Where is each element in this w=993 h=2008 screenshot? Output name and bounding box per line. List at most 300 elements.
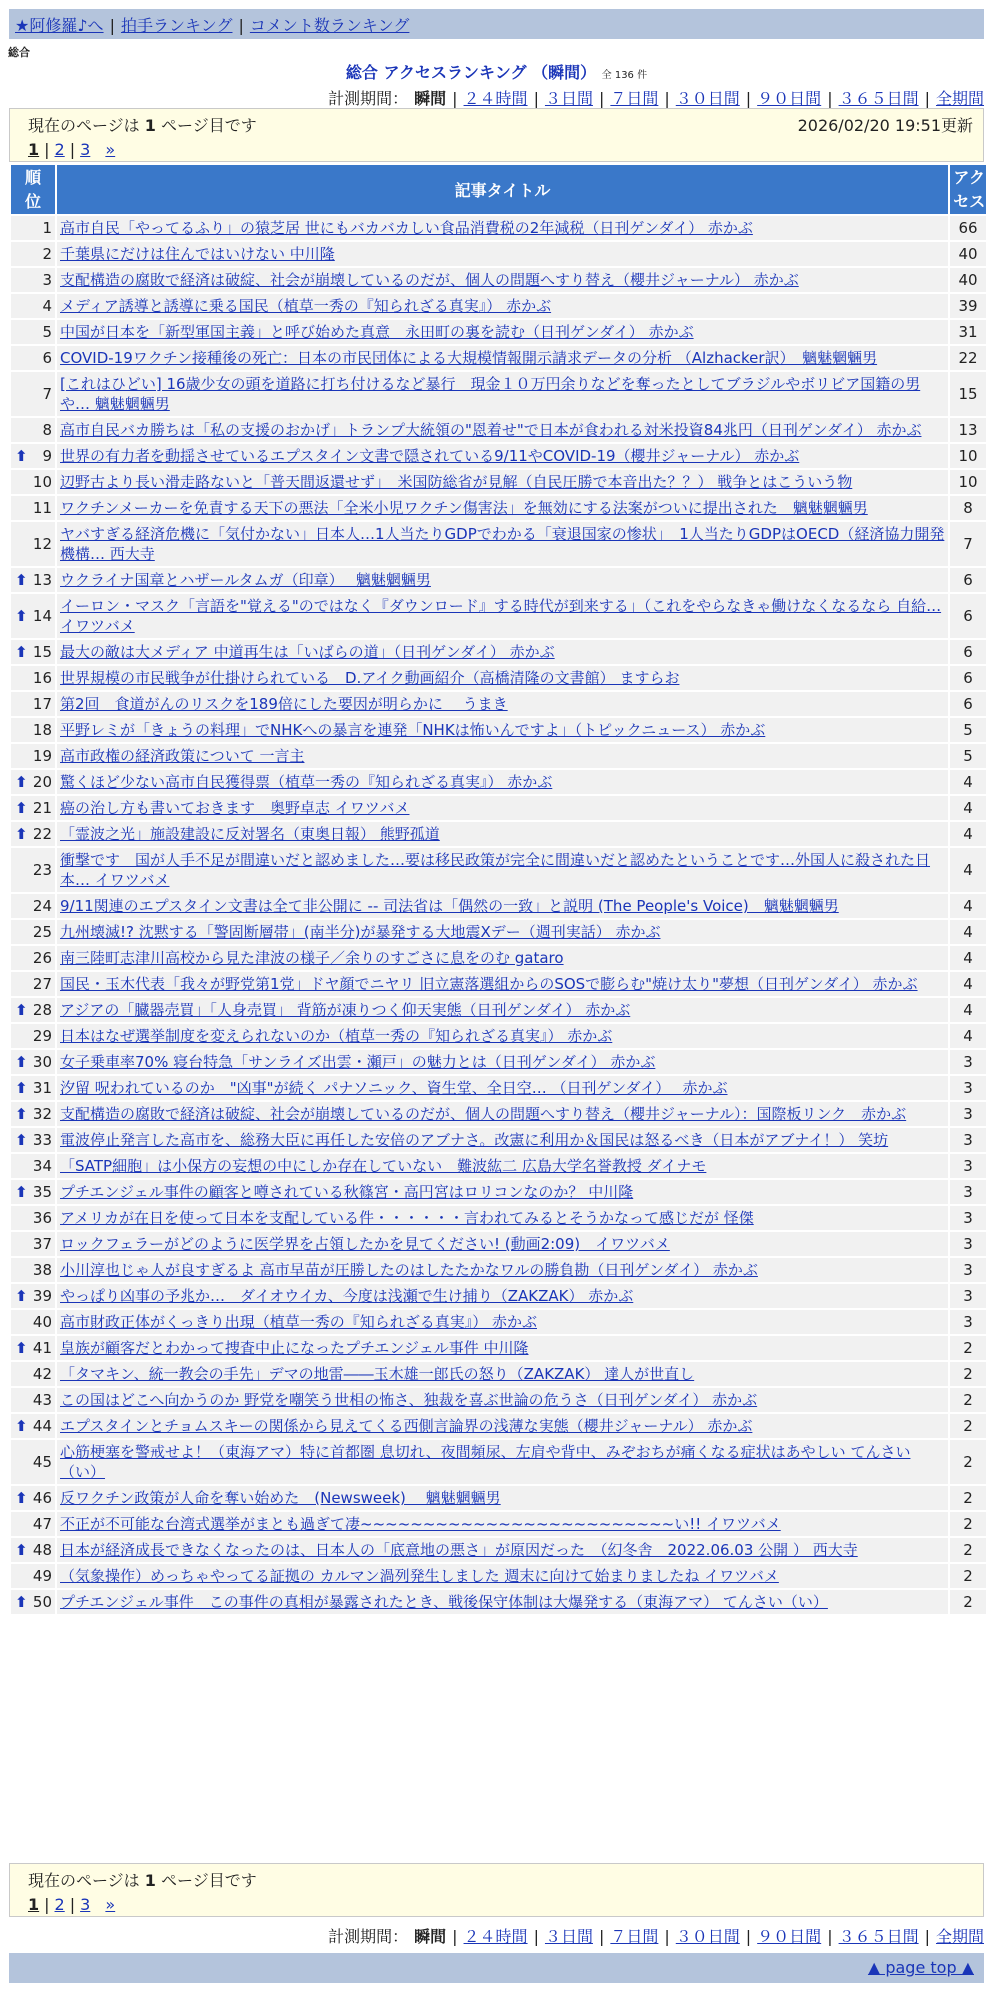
pagination-separator: | xyxy=(44,140,50,159)
article-title-link[interactable]: 世界規模の市民戦争が仕掛けられている D.アイク動画紹介（高橋清隆の文書館） ますらお xyxy=(60,669,680,687)
table-row xyxy=(11,1440,986,1484)
rank-number: 18 xyxy=(32,721,52,739)
period-3d-link[interactable]: ３日間 xyxy=(544,1927,593,1946)
article-title-link[interactable]: ヤバすぎる経済危機に「気付かない」日本人…1人当たりGDPでわかる「衰退国家の惨状」 1人当たりGDPはOECD（経済協力開発機構… 西大寺 xyxy=(60,525,945,563)
up-arrow-icon: ⬆ xyxy=(15,773,28,791)
article-title-link[interactable]: 不正が不可能な台湾式選挙がまとも過ぎて凄~~~~~~~~~~~~~~~~~~~~~~~~~い!! イワツバメ xyxy=(60,1515,781,1533)
period-separator: | xyxy=(533,1927,539,1946)
period-separator: | xyxy=(664,89,670,108)
total-count: 全 136 件 xyxy=(601,70,648,81)
title-cell xyxy=(57,1440,948,1484)
rank-cell xyxy=(11,770,55,794)
article-title-link[interactable]: プチエンジェル事件の顧客と噂されている秋篠宮・高円宮はロリコンなのか？ 中川隆 xyxy=(60,1183,634,1201)
article-title-link[interactable]: 平野レミが「きょうの料理」でNHKへの暴言を連発「NHKは怖いんですよ」（トピックニュース） 赤かぶ xyxy=(60,721,766,739)
rank-number: 37 xyxy=(32,1235,52,1253)
access-count: 2 xyxy=(950,1336,986,1360)
article-title-link[interactable]: 小川淳也じゃ人が良すぎるよ 高市早苗が圧勝したのはしたたかなワルの勝負勘（日刊ゲンダイ） 赤かぶ xyxy=(60,1261,758,1279)
up-arrow-icon: ⬆ xyxy=(15,1287,28,1305)
title-cell xyxy=(57,666,948,690)
title-cell xyxy=(57,848,948,892)
rank-number: 39 xyxy=(32,1287,52,1305)
title-cell xyxy=(57,744,948,768)
rank-number: 28 xyxy=(32,1001,52,1019)
table-row xyxy=(11,998,986,1022)
table-row xyxy=(11,470,986,494)
table-row xyxy=(11,294,986,318)
title-cell xyxy=(57,640,948,664)
rank-cell xyxy=(11,1206,55,1230)
access-count: 4 xyxy=(950,946,986,970)
title-cell xyxy=(57,372,948,416)
rank-cell xyxy=(11,920,55,944)
table-row xyxy=(11,1310,986,1334)
period-separator: | xyxy=(452,1927,458,1946)
period-current: 瞬間 xyxy=(414,89,447,108)
access-count: 2 xyxy=(950,1564,986,1588)
pagination-page-3[interactable]: 3 xyxy=(80,140,91,159)
title-cell xyxy=(57,242,948,266)
table-row xyxy=(11,744,986,768)
rank-number: 50 xyxy=(32,1593,52,1611)
period-selector-top xyxy=(328,86,984,109)
article-title-link[interactable]: ロックフェラーがどのように医学界を占領したかを見てください! (動画2:09) イワツバメ xyxy=(60,1235,670,1253)
access-count: 3 xyxy=(950,1310,986,1334)
title-cell xyxy=(57,320,948,344)
access-count: 3 xyxy=(950,1128,986,1152)
rank-number: 24 xyxy=(32,897,52,915)
title-cell xyxy=(57,894,948,918)
title-header: 記事タイトル xyxy=(57,165,948,214)
rank-cell xyxy=(11,268,55,292)
period-label: 計測期間： xyxy=(328,89,409,108)
period-separator: | xyxy=(924,89,930,108)
pagination-separator: | xyxy=(69,140,76,159)
article-title-link[interactable]: 驚くほど少ない高市自民獲得票（植草一秀の『知られざる真実』） 赤かぶ xyxy=(60,773,553,791)
pagination-separator: | xyxy=(69,1895,76,1914)
rank-number: 44 xyxy=(32,1417,52,1435)
rank-number: 30 xyxy=(32,1053,52,1071)
ranking-table-body xyxy=(11,216,986,1614)
rank-cell xyxy=(11,1102,55,1126)
rank-number: 48 xyxy=(32,1541,52,1559)
article-title-link[interactable]: 癌の治し方も書いておきます 奥野卓志 イワツバメ xyxy=(60,799,410,817)
article-title-link[interactable]: 高市財政正体がくっきり出現（植草一秀の『知られざる真実』） 赤かぶ xyxy=(60,1313,537,1331)
period-24h-link[interactable]: ２４時間 xyxy=(463,1927,528,1946)
access-count: 4 xyxy=(950,770,986,794)
rank-number: 5 xyxy=(42,323,52,341)
period-all-link[interactable]: 全期間 xyxy=(935,1927,984,1946)
rank-cell xyxy=(11,1180,55,1204)
table-row xyxy=(11,1564,986,1588)
rank-cell xyxy=(11,444,55,468)
rank-cell xyxy=(11,692,55,716)
rank-cell xyxy=(11,640,55,664)
site-label: 総合 xyxy=(8,46,30,59)
access-count: 3 xyxy=(950,1180,986,1204)
rank-cell xyxy=(11,946,55,970)
title-cell xyxy=(57,1024,948,1048)
pagination-page-2[interactable]: 2 xyxy=(54,140,65,159)
period-365d-link[interactable]: ３６５日間 xyxy=(838,89,919,108)
article-title-link[interactable]: 汐留 呪われているのか "凶事"が続く パナソニック、資生堂、全日空… （日刊ゲンダイ） 赤かぶ xyxy=(60,1079,728,1097)
title-cell xyxy=(57,1486,948,1510)
title-cell xyxy=(57,1128,948,1152)
nav-home-link[interactable]: ★阿修羅♪へ xyxy=(15,16,104,35)
up-arrow-icon: ⬆ xyxy=(15,447,28,465)
up-arrow-icon: ⬆ xyxy=(15,1053,28,1071)
rank-number: 36 xyxy=(32,1209,52,1227)
title-cell xyxy=(57,692,948,716)
title-cell xyxy=(57,1564,948,1588)
rank-number: 11 xyxy=(32,499,52,517)
table-row xyxy=(11,1414,986,1438)
title-cell xyxy=(57,594,948,638)
title-cell xyxy=(57,998,948,1022)
table-row xyxy=(11,372,986,416)
rank-cell xyxy=(11,1128,55,1152)
pagination xyxy=(28,1895,973,1914)
rank-number: 17 xyxy=(32,695,52,713)
period-separator: | xyxy=(827,1927,833,1946)
up-arrow-icon: ⬆ xyxy=(15,1593,28,1611)
table-row xyxy=(11,1284,986,1308)
article-title-link[interactable]: 「霊波之光」施設建設に反対署名（東奥日報） 熊野孤道 xyxy=(60,825,440,843)
nav-comment-ranking-link[interactable]: コメント数ランキング xyxy=(249,16,410,35)
article-title-link[interactable]: 支配構造の腐敗で経済は破綻、社会が崩壊しているのだが、個人の問題へすり替え（櫻井ジャーナル） 赤かぶ xyxy=(60,271,799,289)
article-title-link[interactable]: やっぱり凶事の予兆か… ダイオウイカ、今度は浅瀬で生け捕り（ZAKZAK） 赤かぶ xyxy=(60,1287,634,1305)
access-count: 2 xyxy=(950,1362,986,1386)
rank-number: 2 xyxy=(42,245,52,263)
table-row xyxy=(11,216,986,240)
access-count: 13 xyxy=(950,418,986,442)
table-row xyxy=(11,242,986,266)
title-cell xyxy=(57,920,948,944)
table-row xyxy=(11,1486,986,1510)
table-row xyxy=(11,692,986,716)
pagination-page-2[interactable]: 2 xyxy=(54,1895,65,1914)
title-cell xyxy=(57,1590,948,1614)
table-row xyxy=(11,1024,986,1048)
title-cell xyxy=(57,470,948,494)
article-title-link[interactable]: 最大の敵は大メディア 中道再生は「いばらの道」（日刊ゲンダイ） 赤かぶ xyxy=(60,643,555,661)
table-row xyxy=(11,346,986,370)
rank-number: 41 xyxy=(32,1339,52,1357)
table-row xyxy=(11,1102,986,1126)
article-title-link[interactable]: エプスタインとチョムスキーの関係から見えてくる西側言論界の浅薄な実態（櫻井ジャーナル） 赤かぶ xyxy=(60,1417,753,1435)
page-title xyxy=(0,60,993,83)
period-separator: | xyxy=(598,1927,605,1946)
table-row xyxy=(11,444,986,468)
rank-cell xyxy=(11,1232,55,1256)
access-count: 15 xyxy=(950,372,986,416)
rank-number: 14 xyxy=(32,607,52,625)
rank-number: 35 xyxy=(32,1183,52,1201)
nav-applause-ranking-link[interactable]: 拍手ランキング xyxy=(120,16,233,35)
top-nav-bar xyxy=(9,9,984,39)
rank-number: 47 xyxy=(32,1515,52,1533)
up-arrow-icon: ⬆ xyxy=(15,643,28,661)
rank-number: 3 xyxy=(42,271,52,289)
title-cell xyxy=(57,1232,948,1256)
rank-number: 25 xyxy=(32,923,52,941)
access-count: 5 xyxy=(950,744,986,768)
article-title-link[interactable]: ウクライナ国章とハザールタムガ（印章） 魑魅魍魎男 xyxy=(60,571,431,589)
pagination-next[interactable]: » xyxy=(105,140,116,159)
access-count: 4 xyxy=(950,796,986,820)
table-row xyxy=(11,1076,986,1100)
access-count: 6 xyxy=(950,666,986,690)
rank-number: 12 xyxy=(32,535,52,553)
article-title-link[interactable]: 反ワクチン政策が人命を奪い始めた (Newsweek) 魑魅魍魎男 xyxy=(60,1489,501,1507)
article-title-link[interactable]: 九州壊滅!? 沈黙する「警固断層帯」(南半分)が暴発する大地震Xデー（週刊実話） 赤かぶ xyxy=(60,923,661,941)
access-count: 2 xyxy=(950,1414,986,1438)
table-row xyxy=(11,1206,986,1230)
article-title-link[interactable]: （気象操作）めっちゃやってる証拠の カルマン渦列発生しました 週末に向けて始まりましたね イワツバメ xyxy=(60,1567,779,1585)
rank-number: 34 xyxy=(32,1157,52,1175)
rank-cell xyxy=(11,294,55,318)
article-title-link[interactable]: 高市自民「やってるふり」の猿芝居 世にもバカバカしい食品消費税の2年減税（日刊ゲンダイ） 赤かぶ xyxy=(60,219,753,237)
rank-number: 38 xyxy=(32,1261,52,1279)
page-info-top xyxy=(9,108,984,162)
rank-number: 19 xyxy=(32,747,52,765)
rank-cell xyxy=(11,796,55,820)
rank-cell xyxy=(11,470,55,494)
access-count: 4 xyxy=(950,972,986,996)
access-count: 5 xyxy=(950,718,986,742)
title-cell xyxy=(57,822,948,846)
period-30d-link[interactable]: ３０日間 xyxy=(675,1927,740,1946)
ranking-table xyxy=(9,163,988,1616)
access-count: 22 xyxy=(950,346,986,370)
title-cell xyxy=(57,522,948,566)
pagination-current: 1 xyxy=(28,1895,40,1914)
access-count: 4 xyxy=(950,1024,986,1048)
title-cell xyxy=(57,1336,948,1360)
table-row xyxy=(11,1180,986,1204)
rank-cell xyxy=(11,1258,55,1282)
table-row xyxy=(11,568,986,592)
table-row xyxy=(11,1336,986,1360)
table-row xyxy=(11,1154,986,1178)
rank-number: 8 xyxy=(42,421,52,439)
title-cell xyxy=(57,1310,948,1334)
title-cell xyxy=(57,1050,948,1074)
title-cell xyxy=(57,346,948,370)
up-arrow-icon: ⬆ xyxy=(15,1105,28,1123)
access-count: 2 xyxy=(950,1512,986,1536)
bottom-bar xyxy=(9,1953,984,1983)
article-title-link[interactable]: 高市政権の経済政策について 一言主 xyxy=(60,747,305,765)
access-count: 4 xyxy=(950,848,986,892)
period-90d-link[interactable]: ９０日間 xyxy=(757,1927,822,1946)
rank-cell xyxy=(11,568,55,592)
article-title-link[interactable]: 「SATP細胞」は小保方の妄想の中にしか存在していない 難波紘二 広島大学名誉教授 ダイナモ xyxy=(60,1157,707,1175)
rank-cell xyxy=(11,1024,55,1048)
rank-header-label: 順位 xyxy=(24,167,41,211)
article-title-link[interactable]: [これはひどい] 16歳少女の頭を道路に打ち付けるなど暴行 現金１０万円余りなどを奪ったとしてブラジルやボリビア国籍の男や… 魑魅魍魎男 xyxy=(60,375,921,413)
rank-cell xyxy=(11,216,55,240)
title-cell xyxy=(57,1076,948,1100)
rank-cell xyxy=(11,1538,55,1562)
access-count: 8 xyxy=(950,496,986,520)
article-title-link[interactable]: 国民・玉木代表「我々が野党第1党」ドヤ顔でニヤリ 旧立憲落選組からのSOSで膨らむ"焼け太り"夢想（日刊ゲンダイ） 赤かぶ xyxy=(60,975,918,993)
pagination-next[interactable]: » xyxy=(105,1895,116,1914)
article-title-link[interactable]: ワクチンメーカーを免責する天下の悪法「全米小児ワクチン傷害法」を無効にする法案がついに提出された 魑魅魍魎男 xyxy=(60,499,868,517)
title-cell xyxy=(57,1538,948,1562)
article-title-link[interactable]: 「タマキン、統一教会の手先」デマの地雷――玉木雄一郎氏の怒り（ZAKZAK） 達人が世直し xyxy=(60,1365,695,1383)
rank-cell xyxy=(11,848,55,892)
access-count: 66 xyxy=(950,216,986,240)
rank-number: 4 xyxy=(42,297,52,315)
period-30d-link[interactable]: ３０日間 xyxy=(675,89,740,108)
title-cell xyxy=(57,972,948,996)
table-row xyxy=(11,770,986,794)
rank-number: 45 xyxy=(32,1453,52,1471)
article-title-link[interactable]: この国はどこへ向かうのか 野党を嘲笑う世相の怖さ、独裁を喜ぶ世論の危うさ（日刊ゲンダイ） 赤かぶ xyxy=(60,1391,758,1409)
period-separator: | xyxy=(745,1927,752,1946)
access-count: 3 xyxy=(950,1076,986,1100)
title-cell xyxy=(57,568,948,592)
access-count: 4 xyxy=(950,920,986,944)
access-count: 6 xyxy=(950,640,986,664)
rank-number: 16 xyxy=(32,669,52,687)
article-title-link[interactable]: 女子乗車率70% 寝台特急「サンライズ出雲・瀬戸」の魅力とは（日刊ゲンダイ） 赤かぶ xyxy=(60,1053,656,1071)
table-row xyxy=(11,1258,986,1282)
rank-cell xyxy=(11,346,55,370)
pagination-current: 1 xyxy=(28,140,40,159)
article-title-link[interactable]: 世界の有力者を動揺させているエプスタイン文書で隠されている9/11やCOVID-19（櫻井ジャーナル） 赤かぶ xyxy=(60,447,800,465)
up-arrow-icon: ⬆ xyxy=(15,825,28,843)
article-title-link[interactable]: アジアの「臓器売買」「人身売買」 背筋が凍りつく仰天実態（日刊ゲンダイ） 赤かぶ xyxy=(60,1001,631,1019)
rank-cell xyxy=(11,1050,55,1074)
article-title-link[interactable]: 支配構造の腐敗で経済は破綻、社会が崩壊しているのだが、個人の問題へすり替え（櫻井ジャーナル）：国際板リンク 赤かぶ xyxy=(60,1105,907,1123)
article-title-link[interactable]: 辺野古より長い滑走路ないと「普天間返還せず」 米国防総省が見解（自民圧勝で本音出た？？） 戦争とはこういう物 xyxy=(60,473,853,491)
rank-cell xyxy=(11,418,55,442)
page-info-text: 現在のページは xyxy=(28,116,140,135)
article-title-link[interactable]: 南三陸町志津川高校から見た津波の様子／余りのすごさに息をのむ gataro xyxy=(60,949,564,967)
access-count: 10 xyxy=(950,470,986,494)
period-separator: | xyxy=(827,89,833,108)
page-info-number: 1 xyxy=(144,116,156,135)
period-24h-link[interactable]: ２４時間 xyxy=(463,89,528,108)
access-count: 4 xyxy=(950,998,986,1022)
period-7d-link[interactable]: ７日間 xyxy=(610,1927,659,1946)
title-cell xyxy=(57,1206,948,1230)
article-title-link[interactable]: 電波停止発言した高市を、総務大臣に再任した安倍のアブナさ。改憲に利用か＆国民は怒るべき（日本がアブナイ！） 笑坊 xyxy=(60,1131,889,1149)
table-row xyxy=(11,640,986,664)
article-title-link[interactable]: COVID-19ワクチン接種後の死亡：日本の市民団体による大規模情報開示請求データの分析 （Alzhacker訳） 魑魅魍魎男 xyxy=(60,349,878,367)
access-count: 3 xyxy=(950,1154,986,1178)
period-90d-link[interactable]: ９０日間 xyxy=(757,89,822,108)
article-title-link[interactable]: 日本が経済成長できなくなったのは、日本人の「底意地の悪さ」が原因だった （幻冬舎 2022.06.03 公開 ） 西大寺 xyxy=(60,1541,858,1559)
period-current: 瞬間 xyxy=(414,1927,447,1946)
rank-number: 42 xyxy=(32,1365,52,1383)
period-separator: | xyxy=(598,89,605,108)
rank-number: 31 xyxy=(32,1079,52,1097)
table-row xyxy=(11,1232,986,1256)
rank-cell xyxy=(11,1512,55,1536)
rank-cell xyxy=(11,1310,55,1334)
period-7d-link[interactable]: ７日間 xyxy=(610,89,659,108)
article-title-link[interactable]: 千葉県にだけは住んではいけない 中川隆 xyxy=(60,245,335,263)
article-title-link[interactable]: イーロン・マスク「言語を"覚える"のではなく『ダウンロード』する時代が到来する」（これをやらなきゃ働けなくなるなら 自給… イワツバメ xyxy=(60,597,942,635)
period-all-link[interactable]: 全期間 xyxy=(935,89,984,108)
article-title-link[interactable]: 9/11関連のエプスタイン文書は全て非公開に -- 司法省は「偶然の一致」と説明 (The People's Voice) 魑魅魍魎男 xyxy=(60,897,839,915)
rank-cell xyxy=(11,1154,55,1178)
article-title-link[interactable]: 日本はなぜ選挙制度を変えられないのか（植草一秀の『知られざる真実』） 赤かぶ xyxy=(60,1027,613,1045)
table-row xyxy=(11,848,986,892)
article-title-link[interactable]: 高市自民バカ勝ちは「私の支援のおかげ」トランプ大統領の"恩着せ"で日本が食われる対米投資84兆円（日刊ゲンダイ） 赤かぶ xyxy=(60,421,922,439)
period-separator: | xyxy=(745,89,752,108)
up-arrow-icon: ⬆ xyxy=(15,571,28,589)
title-cell xyxy=(57,796,948,820)
pagination-page-3[interactable]: 3 xyxy=(80,1895,91,1914)
access-count: 3 xyxy=(950,1102,986,1126)
up-arrow-icon: ⬆ xyxy=(15,607,28,625)
rank-number: 1 xyxy=(42,219,52,237)
rank-cell xyxy=(11,320,55,344)
page-title-text: 総合 アクセスランキング （瞬間） xyxy=(345,63,597,82)
article-title-link[interactable]: 皇族が顧客だとわかって捜査中止になったプチエンジェル事件 中川隆 xyxy=(60,1339,529,1357)
title-cell xyxy=(57,418,948,442)
up-arrow-icon: ⬆ xyxy=(15,799,28,817)
up-arrow-icon: ⬆ xyxy=(15,1339,28,1357)
title-cell xyxy=(57,444,948,468)
page-info-number: 1 xyxy=(144,1871,156,1890)
table-row xyxy=(11,522,986,566)
article-title-link[interactable]: メディア誘導と誘導に乗る国民（植草一秀の『知られざる真実』） 赤かぶ xyxy=(60,297,552,315)
access-count: 6 xyxy=(950,692,986,716)
rank-cell xyxy=(11,242,55,266)
rank-number: 27 xyxy=(32,975,52,993)
rank-cell xyxy=(11,372,55,416)
article-title-link[interactable]: 中国が日本を「新型軍国主義」と呼び始めた真意 永田町の裏を読む（日刊ゲンダイ） 赤かぶ xyxy=(60,323,694,341)
rank-cell xyxy=(11,496,55,520)
period-selector-bottom xyxy=(328,1924,984,1947)
up-arrow-icon: ⬆ xyxy=(15,1183,28,1201)
rank-cell xyxy=(11,522,55,566)
period-3d-link[interactable]: ３日間 xyxy=(544,89,593,108)
access-count: 3 xyxy=(950,1206,986,1230)
rank-number: 46 xyxy=(32,1489,52,1507)
rank-number: 32 xyxy=(32,1105,52,1123)
rank-number: 23 xyxy=(32,861,52,879)
article-title-link[interactable]: 衝撃です 国が人手不足が間違いだと認めました…要は移民政策が完全に間違いだと認めたということです…外国人に殺された日本… イワツバメ xyxy=(60,851,931,889)
nav-separator: | xyxy=(109,16,115,35)
rank-cell xyxy=(11,1284,55,1308)
page-top-link[interactable]: ▲ page top ▲ xyxy=(867,1958,974,1977)
up-arrow-icon: ⬆ xyxy=(15,1001,28,1019)
access-count: 4 xyxy=(950,894,986,918)
period-separator: | xyxy=(924,1927,930,1946)
access-count: 3 xyxy=(950,1232,986,1256)
period-365d-link[interactable]: ３６５日間 xyxy=(838,1927,919,1946)
article-title-link[interactable]: 心筋梗塞を警戒せよ！（東海アマ）特に首都圏 息切れ、夜間頻尿、左肩や背中、みぞおちが痛くなる症状はあやしい てんさい（い） xyxy=(60,1443,911,1481)
table-row xyxy=(11,594,986,638)
updated-timestamp: 2026/02/20 19:51更新 xyxy=(797,116,973,135)
article-title-link[interactable]: 第2回 食道がんのリスクを189倍にした要因が明らかに うまき xyxy=(60,695,508,713)
title-cell xyxy=(57,1102,948,1126)
table-row xyxy=(11,718,986,742)
page-info-text: 現在のページは xyxy=(28,1871,140,1890)
article-title-link[interactable]: プチエンジェル事件 この事件の真相が暴露されたとき、戦後保守体制は大爆発する（東海アマ） てんさい（い） xyxy=(60,1593,828,1611)
period-label: 計測期間： xyxy=(328,1927,409,1946)
rank-cell xyxy=(11,1440,55,1484)
table-row xyxy=(11,822,986,846)
article-title-link[interactable]: アメリカが在日を使って日本を支配している件・・・・・・言われてみるとそうかなって感じだが 怪傑 xyxy=(60,1209,754,1227)
table-row xyxy=(11,320,986,344)
title-cell xyxy=(57,1362,948,1386)
